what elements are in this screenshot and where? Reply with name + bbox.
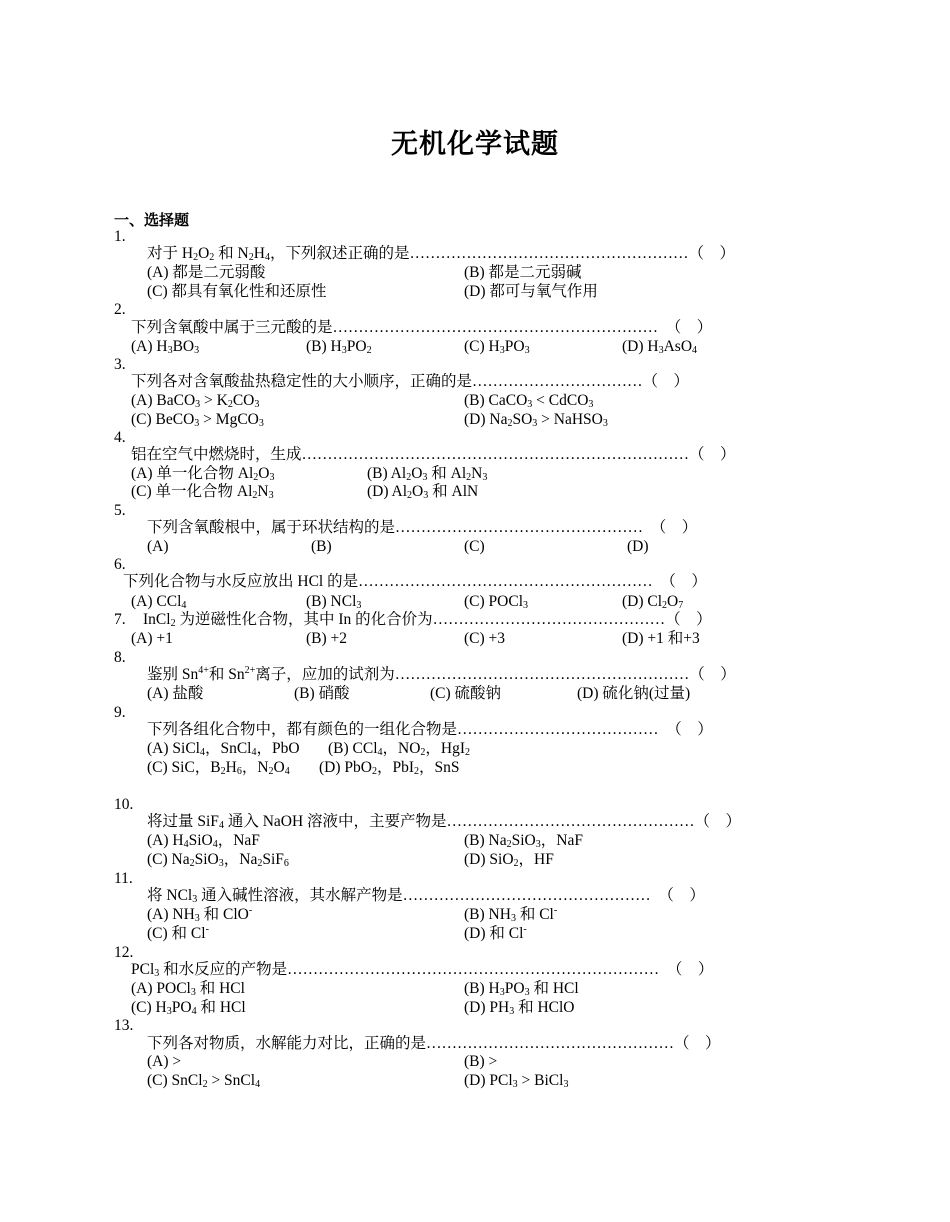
question-stem: 将过量 SiF$_4$ 通入 NaOH 溶液中，主要产物是…………………………………………（ ）	[147, 813, 742, 831]
option-b: (B) $Na_2SiO_3$，NaF	[464, 832, 583, 850]
option-a: (A) POCl$_3$ 和 HCl	[131, 980, 245, 998]
question-number: 13.	[114, 1017, 134, 1034]
option-c: (C) SiC，$B_2H_6$，$N_2O_4$	[147, 759, 290, 777]
option-c: (C) 硫酸钠	[430, 685, 502, 702]
option-a: (A) 盐酸	[147, 685, 204, 702]
question-number: 6.	[114, 556, 126, 573]
option-c: (C) 和 Cl-	[147, 924, 209, 942]
option-d: (D) $Na_2SO_3$ > NaHSO$_3$	[464, 411, 608, 429]
option-a: (A) $NH_3$ 和 ClO-	[147, 905, 253, 924]
option-d: (D) PCl$_3$ > BiCl$_3$	[464, 1072, 569, 1090]
option-c: (C) $H_3PO_4$ 和 HCl	[131, 999, 246, 1017]
option-c: (C) $H_3PO_3$	[464, 338, 530, 356]
question-stem: 下列各对含氧酸盐热稳定性的大小顺序，正确的是……………………………（ ）	[131, 373, 690, 390]
option-a: (A) 都是二元弱酸	[147, 264, 266, 281]
question-stem: 下列各对物质，水解能力对比，正确的是…………………………………………（ ）	[147, 1035, 721, 1052]
option-b: (B) $NH_3$ 和 Cl-	[464, 905, 558, 924]
option-b: (B) >	[464, 1053, 498, 1070]
option-a: (A) $H_4SiO_4$，NaF	[147, 832, 260, 850]
question-stem: 下列各组化合物中，都有颜色的一组化合物是………………………………… （ ）	[147, 721, 713, 738]
option-b: (B)	[311, 538, 332, 555]
option-a: (A) SiCl$_4$，SnCl$_4$，PbO	[147, 740, 300, 758]
option-b: (B) CaCO$_3$ < CdCO$_3$	[464, 392, 594, 410]
option-b: (B) $Al_2O_3$ 和 $Al_2N_3$	[367, 465, 488, 483]
question-stem: 对于 $H_2O_2$ 和 $N_2H_4$，下列叙述正确的是………………………………………………（ ）	[147, 245, 735, 263]
option-b: (B) 硝酸	[294, 685, 350, 702]
question-stem: 将 NCl$_3$ 通入碱性溶液，其水解产物是………………………………………… （ ）	[147, 887, 705, 905]
option-d: (D) 和 Cl-	[464, 924, 527, 942]
option-b: (B) CCl$_4$，$NO_2$，HgI$_2$	[328, 740, 471, 758]
question-stem: 下列含氧酸根中，属于环状结构的是………………………………………… （ ）	[147, 519, 698, 536]
option-d: (D) PbO$_2$，PbI$_2$，SnS	[319, 759, 460, 777]
question-number: 12.	[114, 944, 134, 961]
option-d: (D) $H_3AsO_4$	[622, 338, 698, 356]
question-number: 11.	[114, 870, 133, 887]
question-stem: 下列含氧酸中属于三元酸的是……………………………………………………… （ ）	[131, 319, 713, 336]
question-number: 2.	[114, 301, 126, 318]
option-c: (C) POCl$_3$	[464, 593, 528, 611]
question-stem: PCl$_3$ 和水反应的产物是……………………………………………………………… （ ）	[131, 961, 714, 979]
option-a: (A) >	[147, 1053, 182, 1070]
option-d: (D) $PH_3$ 和 HClO	[464, 999, 575, 1017]
option-d: (D) $Cl_2O_7$	[622, 593, 684, 611]
question-number: 4.	[114, 429, 126, 446]
question-number: 1.	[114, 228, 126, 245]
option-c: (C) 单一化合物 $Al_2N_3$	[131, 483, 274, 501]
option-b: (B) $H_3PO_3$ 和 HCl	[464, 980, 579, 998]
option-c: (C)	[464, 538, 485, 555]
question-stem: 铝在空气中燃烧时，生成…………………………………………………………………（ ）	[131, 446, 736, 463]
option-b: (B) 都是二元弱碱	[464, 264, 582, 281]
option-b: (B) $H_3PO_2$	[306, 338, 372, 356]
option-d: (D)	[627, 538, 649, 555]
option-c: (C) SnCl$_2$ > SnCl$_4$	[147, 1072, 261, 1090]
option-d: (D) 都可与氧气作用	[464, 283, 598, 300]
option-d: (D) +1 和+3	[622, 630, 700, 647]
question-stem: 鉴别 $Sn^{4+}$和 $Sn^{2+}$离子，应加的试剂为…………………………………………………（ ）	[147, 665, 736, 683]
question-number: 3.	[114, 356, 126, 373]
option-a: (A) BaCO$_3$ > $K_2CO_3$	[131, 392, 260, 410]
option-a: (A) 单一化合物 $Al_2O_3$	[131, 465, 275, 483]
question-number: 7.	[114, 611, 126, 628]
question-stem: 下列化合物与水反应放出 HCl 的是………………………………………………… （ ）	[123, 573, 707, 590]
option-d: (D) $Al_2O_3$ 和 AlN	[367, 483, 479, 501]
question-number: 8.	[114, 649, 126, 666]
question-number: 5.	[114, 502, 126, 519]
option-b: (B) NCl$_3$	[306, 593, 362, 611]
option-d: (D) SiO$_2$，HF	[464, 851, 554, 869]
option-c: (C) +3	[464, 630, 506, 647]
option-d: (D) 硫化钠(过量)	[577, 685, 691, 702]
option-a: (A) CCl$_4$	[131, 593, 187, 611]
question-stem: InCl$_2$ 为逆磁性化合物，其中 In 的化合价为………………………………………（ ）	[143, 611, 712, 629]
question-number: 9.	[114, 704, 126, 721]
option-a: (A) $H_3BO_3$	[131, 338, 200, 356]
option-c: (C) BeCO$_3$ > MgCO$_3$	[131, 411, 264, 429]
option-c: (C) $Na_2SiO_3$，$Na_2SiF_6$	[147, 851, 289, 869]
page-title: 无机化学试题	[391, 129, 559, 159]
option-a: (A) +1	[131, 630, 173, 647]
section-heading: 一、选择题	[114, 213, 190, 229]
option-c: (C) 都具有氧化性和还原性	[147, 283, 327, 300]
option-a: (A)	[147, 538, 169, 555]
option-b: (B) +2	[306, 630, 348, 647]
question-number: 10.	[114, 796, 134, 813]
